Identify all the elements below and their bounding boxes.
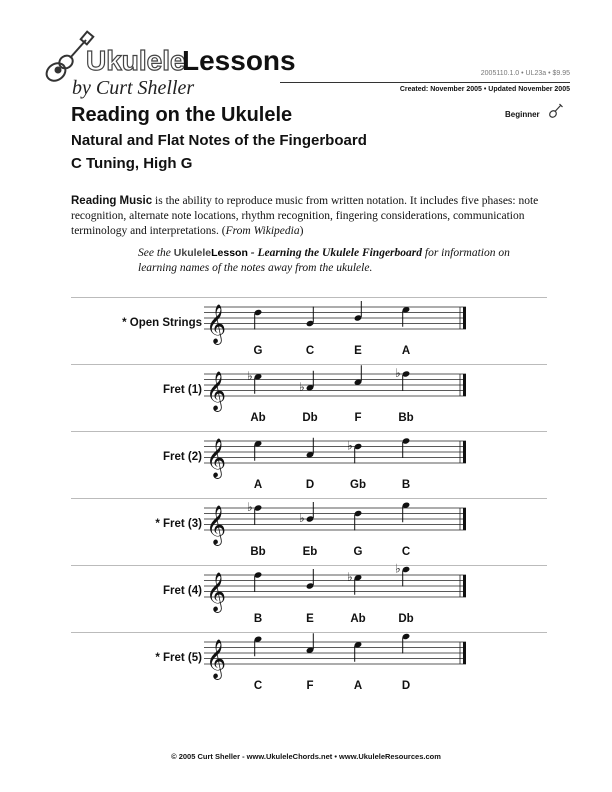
note-name-label: D <box>401 680 411 692</box>
logo-word-ukulele: Ukulele <box>86 45 186 76</box>
note-name-label: D <box>305 479 315 491</box>
flat-sign: ♭ <box>395 561 401 576</box>
flat-sign: ♭ <box>299 379 305 394</box>
treble-clef-icon: 𝄞 <box>206 639 227 679</box>
note-name-label: A <box>353 680 363 692</box>
see-also-prefix: See the <box>138 247 174 259</box>
note-name-label: F <box>306 680 314 692</box>
note-name-label: Eb <box>302 546 318 558</box>
note-name-label: E <box>354 345 362 357</box>
flat-sign: ♭ <box>247 500 253 514</box>
treble-clef-icon: 𝄞 <box>206 505 227 545</box>
treble-clef-icon: 𝄞 <box>206 304 227 344</box>
row-label-fret-1: Fret (1) <box>163 384 202 396</box>
note-name-label: G <box>353 546 363 558</box>
note-name-label: Bb <box>398 412 414 424</box>
note-name-label: C <box>253 680 263 692</box>
footer-copyright: © 2005 Curt Sheller - www.UkuleleChords.net • www.UkuleleResources.com <box>171 752 441 761</box>
logo-byline: by Curt Sheller <box>72 77 195 99</box>
level-badge: Beginner <box>505 110 540 119</box>
treble-clef-icon: 𝄞 <box>206 572 227 612</box>
flat-sign: ♭ <box>347 438 353 453</box>
row-label-fret-3: * Fret (3) <box>155 518 202 530</box>
note-name-label: Ab <box>250 412 266 424</box>
note-name-label: Gb <box>350 479 366 491</box>
created-date: Created: November 2005 • Updated November 2005 <box>399 86 570 93</box>
row-label-fret-4: Fret (4) <box>163 585 202 597</box>
note-name-label: C <box>305 345 315 357</box>
brand-part-2: Lesson <box>211 247 248 259</box>
intro-lead: Reading Music <box>71 195 153 207</box>
flat-sign: ♭ <box>247 368 253 383</box>
note-name-label: Db <box>302 412 318 424</box>
note-name-label: A <box>253 479 263 491</box>
see-also-suffix: for information on learning names of the notes away from the ukulele. <box>138 247 510 274</box>
intro-close: ) <box>299 225 304 237</box>
note-name-label: E <box>306 613 314 625</box>
brand-part-1: Ukulele <box>173 247 212 259</box>
note-name-label: Bb <box>250 546 266 558</box>
note-name-label: B <box>401 479 411 491</box>
intro-body: is the ability to reproduce music from written notation. It includes five phases: note recognition, alternate note locations, rhythm recognition, fingering considerations, communication terminology and interpretations. ( <box>71 195 539 237</box>
logo-word-lessons: Lessons <box>182 45 296 76</box>
page-subtitle-tuning: C Tuning, High G <box>71 155 193 172</box>
see-also-title: Learning the Ukulele Fingerboard <box>257 247 423 259</box>
row-label-fret-2: Fret (2) <box>163 451 202 463</box>
flat-sign: ♭ <box>299 511 305 525</box>
page-title: Reading on the Ukulele <box>71 104 293 126</box>
flat-sign: ♭ <box>347 569 353 584</box>
note-name-label: C <box>401 546 411 558</box>
note-name-label: B <box>253 613 263 625</box>
row-label-open-strings: * Open Strings <box>122 317 202 329</box>
note-name-label: A <box>401 345 411 357</box>
product-reference: 2005110.1.0 • UL23a • $9.95 <box>480 70 570 77</box>
see-also-dash: - <box>247 247 258 259</box>
intro-source: From Wikipedia <box>225 225 300 237</box>
row-label-fret-5: * Fret (5) <box>155 652 202 664</box>
flat-sign: ♭ <box>395 366 401 380</box>
note-name-label: Db <box>398 613 414 625</box>
page-subtitle: Natural and Flat Notes of the Fingerboard <box>71 132 367 149</box>
note-name-label: G <box>253 345 263 357</box>
treble-clef-icon: 𝄞 <box>206 438 227 478</box>
note-name-label: Ab <box>350 613 366 625</box>
note-name-label: F <box>354 412 362 424</box>
treble-clef-icon: 𝄞 <box>206 371 227 411</box>
